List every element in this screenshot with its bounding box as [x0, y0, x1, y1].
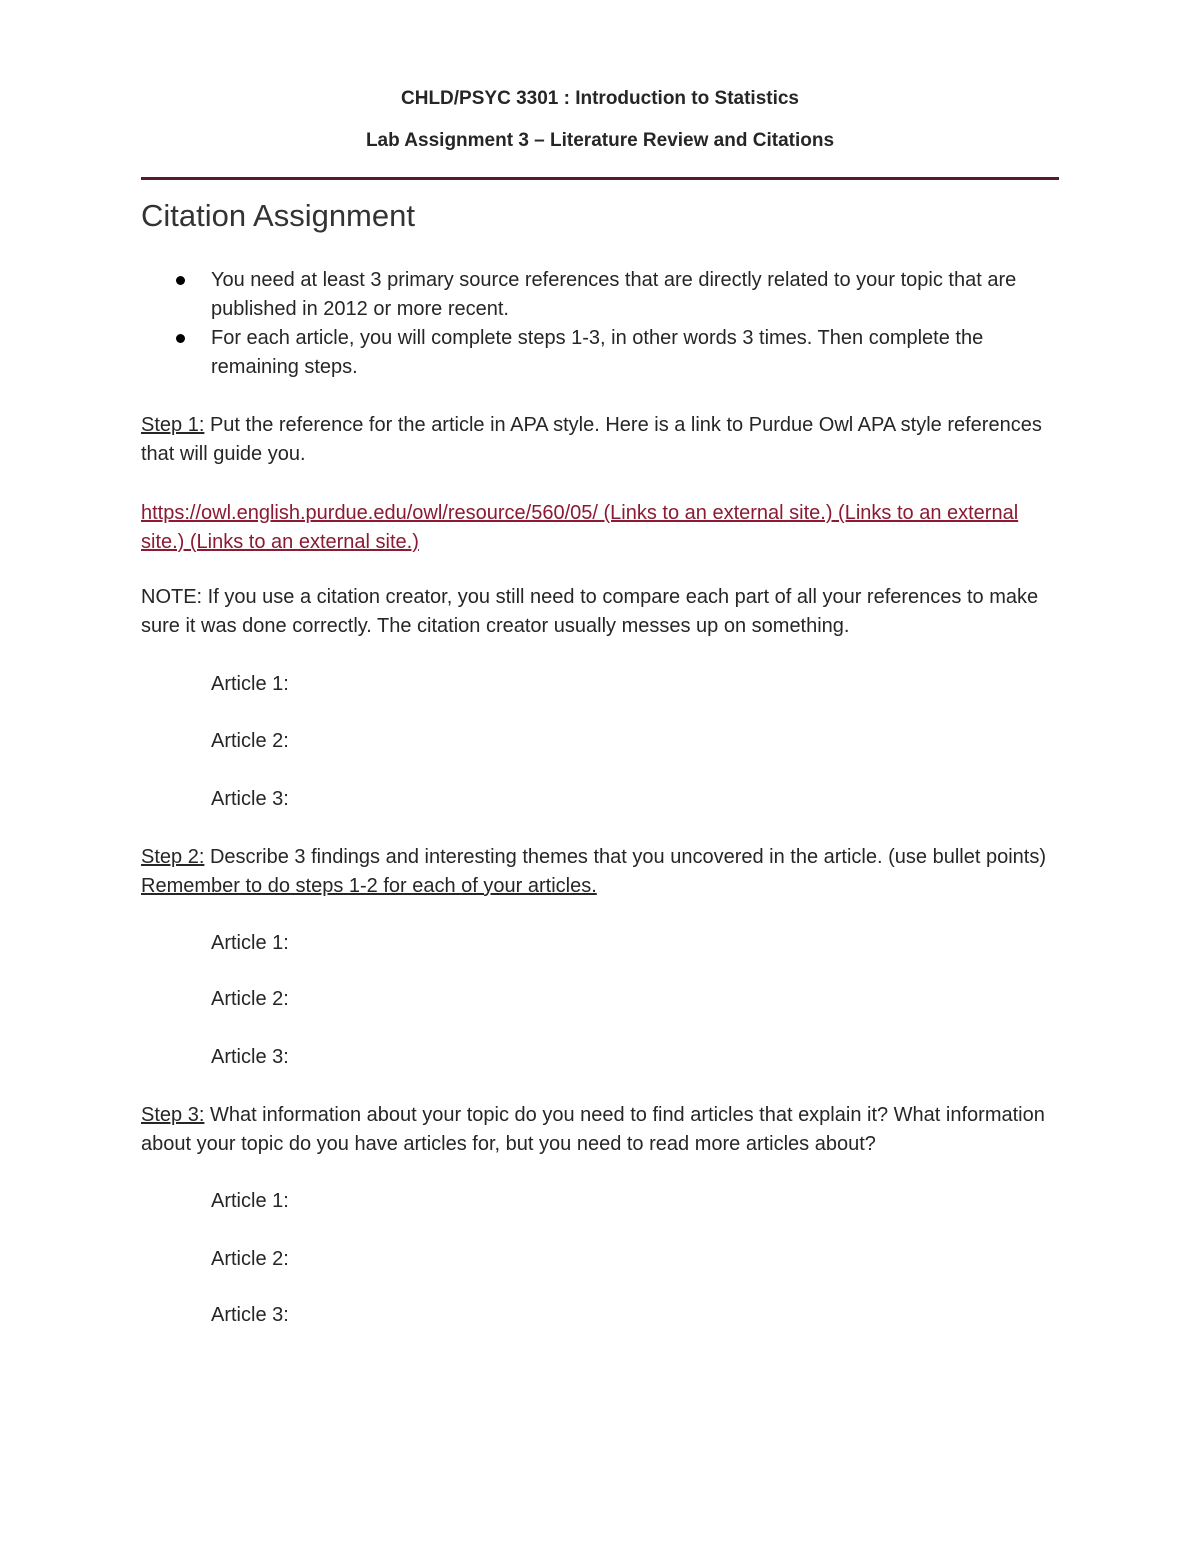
step2-label: Step 2: — [141, 846, 205, 868]
step1-text: Put the reference for the article in APA style. Here is a link to Purdue Owl APA style references that will guide you. — [141, 414, 1042, 465]
list-item-text: You need at least 3 primary source references that are directly related to your topic that are published in 2012 or more recent. — [211, 269, 1017, 320]
step3-paragraph — [141, 1101, 1059, 1159]
step3-article-1: Article 1: — [211, 1190, 289, 1212]
step1-article-2: Article 2: — [211, 730, 289, 752]
step1-article-1: Article 1: — [211, 673, 289, 695]
step1-label: Step 1: — [141, 414, 205, 436]
step3-article-2: Article 2: — [211, 1248, 289, 1270]
section-heading: Citation Assignment — [141, 198, 415, 233]
course-title: CHLD/PSYC 3301 : Introduction to Statistics — [401, 88, 799, 109]
step1-paragraph — [141, 411, 1059, 469]
step2-text: Describe 3 findings and interesting themes that you uncovered in the article. (use bullet points) — [204, 846, 1046, 868]
list-item — [141, 324, 1059, 382]
requirements-list — [141, 266, 1059, 382]
lab-title: Lab Assignment 3 – Literature Review and Citations — [365, 130, 835, 151]
step3-article-3: Article 3: — [211, 1304, 289, 1326]
step3-label: Step 3: — [141, 1104, 205, 1126]
step3-text: What information about your topic do you need to find articles that explain it? What information about your topic do you have articles for, but you need to read more articles about? — [141, 1104, 1045, 1155]
citation-note: NOTE: If you use a citation creator, you still need to compare each part of all your references to make sure it was done correctly. The citation creator usually messes up on something. — [141, 586, 1039, 637]
list-item-text: For each article, you will complete steps 1-3, in other words 3 times. Then complete the remaining steps. — [211, 327, 984, 378]
step1-article-3: Article 3: — [211, 788, 289, 810]
header-divider — [141, 177, 1059, 180]
bullet-icon — [176, 334, 185, 343]
step2-article-3: Article 3: — [211, 1046, 289, 1068]
purdue-owl-paragraph — [141, 499, 1059, 557]
step2-article-1: Article 1: — [211, 932, 289, 954]
purdue-owl-link[interactable]: https://owl.english.purdue.edu/owl/resource/560/05/ (Links to an external site.) (Links to an external site.) (Links to an external site.) — [141, 502, 1019, 553]
step2-paragraph — [141, 843, 1059, 901]
list-item — [141, 266, 1059, 324]
bullet-icon — [176, 276, 185, 285]
step2-reminder: Remember to do steps 1-2 for each of your articles. — [141, 875, 597, 897]
step2-article-2: Article 2: — [211, 988, 289, 1010]
